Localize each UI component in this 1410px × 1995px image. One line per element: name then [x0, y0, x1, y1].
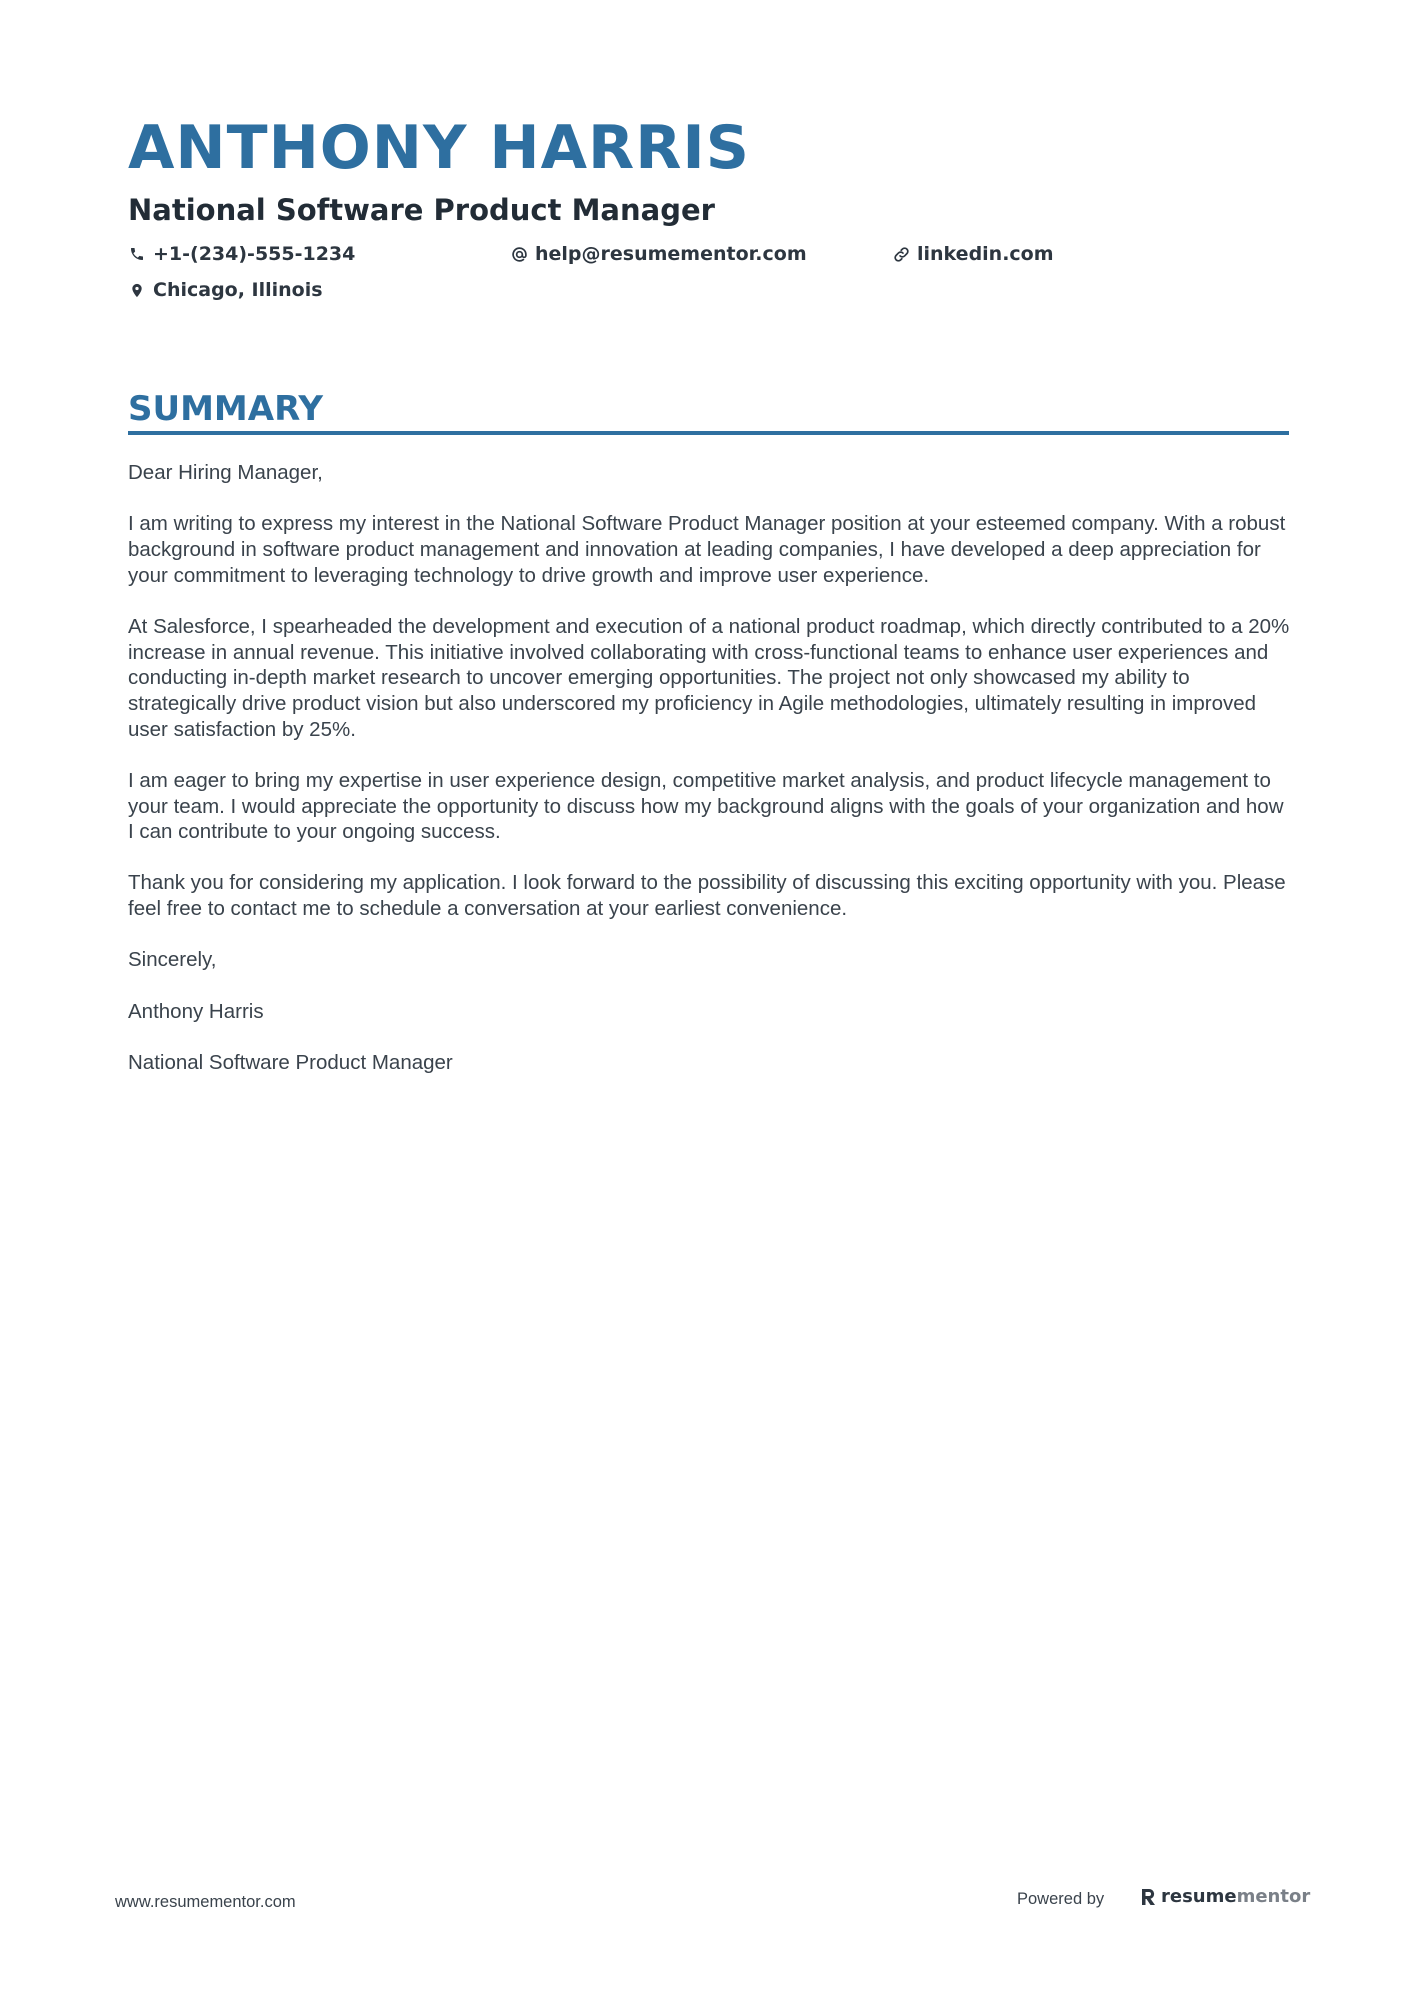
- link-icon: [892, 245, 910, 263]
- contact-location: [128, 276, 323, 304]
- section-divider: [128, 431, 1289, 435]
- email-text: help@resumementor.com: [535, 243, 807, 265]
- brand-name-part1: resume: [1161, 1886, 1237, 1907]
- contact-link[interactable]: [892, 240, 1054, 268]
- letter-paragraph: Thank you for considering my application. I look forward to the possibility of discussing this exciting opportunity with you. Please feel free to contact me to schedule a conversation at your earliest convenience.: [128, 871, 1286, 921]
- resumementor-logo-icon: [1140, 1887, 1156, 1907]
- powered-by-label: Powered by: [1017, 1890, 1105, 1908]
- letter-paragraph: I am writing to express my interest in the National Software Product Manager position at your esteemed company. With a robust background in software product management and innovation at leading companies, I have developed a deep appreciation for your commitment to leveraging technology to drive growth and improve user experience.: [128, 512, 1286, 587]
- brand-name-part2: mentor: [1236, 1886, 1311, 1907]
- section-title-summary: SUMMARY: [128, 389, 324, 429]
- letter-closing: Sincerely,: [128, 948, 217, 972]
- contact-phone[interactable]: [128, 240, 355, 268]
- letter-paragraph: I am eager to bring my expertise in user experience design, competitive market analysis, and product lifecycle management to your team. I would appreciate the opportunity to discuss how my background aligns with the goals of your organization and how I can contribute to your ongoing success.: [128, 768, 1284, 844]
- contact-email[interactable]: [510, 240, 807, 268]
- location-text: Chicago, Illinois: [153, 279, 323, 301]
- candidate-name: ANTHONY HARRIS: [128, 113, 750, 183]
- footer-website-link[interactable]: www.resumementor.com: [115, 1893, 296, 1911]
- link-text: linkedin.com: [917, 243, 1054, 265]
- at-icon: [510, 245, 528, 263]
- letter-paragraph: At Salesforce, I spearheaded the development and execution of a national product roadmap, which directly contributed to a 20% increase in annual revenue. This initiative involved collaborating with cross-functional teams to enhance user experiences and conducting in-depth market research to uncover emerging opportunities. The project not only showcased my ability to strategically drive product vision but also underscored my proficiency in Agile methodologies, ultimately resulting in improved user satisfaction by 25%.: [128, 614, 1290, 741]
- letter-signature-name: Anthony Harris: [128, 999, 264, 1023]
- phone-text: +1-(234)-555-1234: [153, 243, 356, 265]
- letter-signature-title: National Software Product Manager: [128, 1050, 453, 1074]
- phone-icon: [128, 245, 146, 263]
- brand-logo[interactable]: [1140, 1886, 1310, 1907]
- letter-salutation: Dear Hiring Manager,: [128, 461, 323, 484]
- candidate-title: National Software Product Manager: [128, 193, 715, 227]
- cover-letter-body: [128, 460, 1293, 1101]
- map-pin-icon: [128, 281, 146, 299]
